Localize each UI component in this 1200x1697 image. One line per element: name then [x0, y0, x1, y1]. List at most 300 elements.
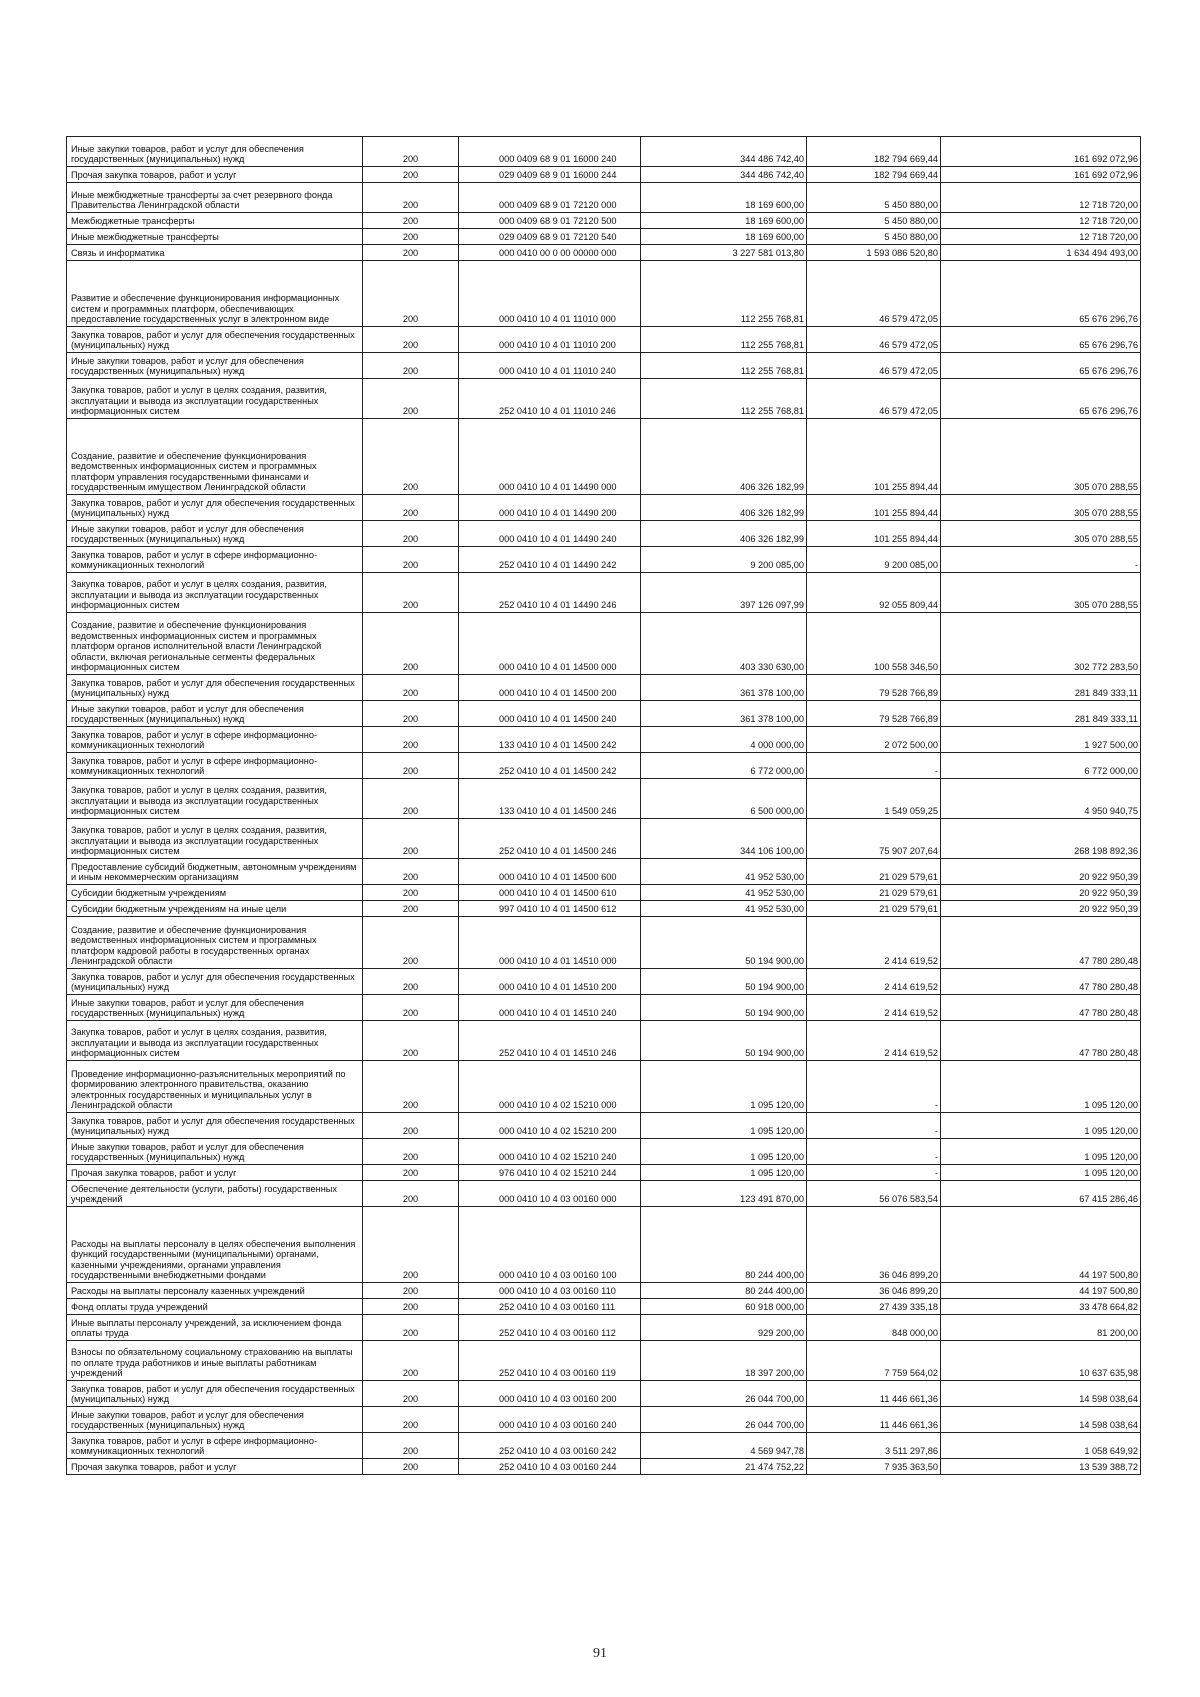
- unexecuted-amount-cell: 305 070 288,55: [941, 573, 1141, 613]
- approved-amount-cell: 41 952 530,00: [641, 901, 807, 917]
- approved-amount-cell: 406 326 182,99: [641, 521, 807, 547]
- line-code-cell: 200: [363, 1299, 459, 1315]
- budget-classification-code-cell: 000 0410 00 0 00 00000 000: [459, 245, 641, 261]
- expenditure-name-cell: Создание, развитие и обеспечение функционирования ведомственных информационных систем и программных платформ управления государственными финансами и государственным имуществом Ленинградской области: [67, 419, 363, 495]
- table-row: [67, 1061, 1141, 1113]
- executed-amount-cell: 7 935 363,50: [807, 1459, 941, 1475]
- table-row: [67, 379, 1141, 419]
- approved-amount-cell: 344 486 742,40: [641, 137, 807, 167]
- executed-amount-cell: -: [807, 1165, 941, 1181]
- line-code-cell: 200: [363, 167, 459, 183]
- unexecuted-amount-cell: 47 780 280,48: [941, 995, 1141, 1021]
- approved-amount-cell: 4 569 947,78: [641, 1433, 807, 1459]
- expenditure-name-cell: Иные закупки товаров, работ и услуг для обеспечения государственных (муниципальных) нужд: [67, 701, 363, 727]
- budget-classification-code-cell: 997 0410 10 4 01 14500 612: [459, 901, 641, 917]
- approved-amount-cell: 344 106 100,00: [641, 819, 807, 859]
- line-code-cell: 200: [363, 901, 459, 917]
- approved-amount-cell: 50 194 900,00: [641, 1021, 807, 1061]
- expenditure-name-cell: Закупка товаров, работ и услуг в сфере информационно-коммуникационных технологий: [67, 753, 363, 779]
- expenditure-name-cell: Иные закупки товаров, работ и услуг для обеспечения государственных (муниципальных) нужд: [67, 521, 363, 547]
- budget-classification-code-cell: 000 0410 10 4 01 14490 240: [459, 521, 641, 547]
- approved-amount-cell: 3 227 581 013,80: [641, 245, 807, 261]
- approved-amount-cell: 80 244 400,00: [641, 1283, 807, 1299]
- unexecuted-amount-cell: 47 780 280,48: [941, 917, 1141, 969]
- budget-classification-code-cell: 000 0410 10 4 02 15210 000: [459, 1061, 641, 1113]
- table-row: [67, 229, 1141, 245]
- executed-amount-cell: -: [807, 1113, 941, 1139]
- budget-classification-code-cell: 000 0410 10 4 01 14510 200: [459, 969, 641, 995]
- expenditure-name-cell: Закупка товаров, работ и услуг в целях создания, развития, эксплуатации и вывода из эксплуатации государственных информационных систем: [67, 573, 363, 613]
- approved-amount-cell: 41 952 530,00: [641, 885, 807, 901]
- table-row: [67, 819, 1141, 859]
- approved-amount-cell: 397 126 097,99: [641, 573, 807, 613]
- unexecuted-amount-cell: 20 922 950,39: [941, 859, 1141, 885]
- expenditure-name-cell: Иные закупки товаров, работ и услуг для обеспечения государственных (муниципальных) нужд: [67, 137, 363, 167]
- budget-classification-code-cell: 000 0409 68 9 01 72120 000: [459, 183, 641, 213]
- executed-amount-cell: -: [807, 753, 941, 779]
- line-code-cell: 200: [363, 1459, 459, 1475]
- executed-amount-cell: 21 029 579,61: [807, 901, 941, 917]
- table-row: [67, 1433, 1141, 1459]
- line-code-cell: 200: [363, 261, 459, 327]
- approved-amount-cell: 403 330 630,00: [641, 613, 807, 675]
- line-code-cell: 200: [363, 1139, 459, 1165]
- line-code-cell: 200: [363, 1113, 459, 1139]
- unexecuted-amount-cell: 6 772 000,00: [941, 753, 1141, 779]
- expenditure-name-cell: Иные закупки товаров, работ и услуг для обеспечения государственных (муниципальных) нужд: [67, 353, 363, 379]
- line-code-cell: 200: [363, 1207, 459, 1283]
- line-code-cell: 200: [363, 521, 459, 547]
- approved-amount-cell: 123 491 870,00: [641, 1181, 807, 1207]
- line-code-cell: 200: [363, 1021, 459, 1061]
- line-code-cell: 200: [363, 701, 459, 727]
- page-number: 91: [593, 1646, 607, 1661]
- executed-amount-cell: 9 200 085,00: [807, 547, 941, 573]
- expenditure-name-cell: Развитие и обеспечение функционирования информационных систем и программных платформ, обеспечивающих предоставление государственных услуг в электронном виде: [67, 261, 363, 327]
- line-code-cell: 200: [363, 675, 459, 701]
- table-row: [67, 573, 1141, 613]
- approved-amount-cell: 112 255 768,81: [641, 379, 807, 419]
- executed-amount-cell: 36 046 899,20: [807, 1283, 941, 1299]
- expenditure-name-cell: Проведение информационно-разъяснительных мероприятий по формированию электронного правительства, оказанию электронных государственных и муниципальных услуг в Ленинградской области: [67, 1061, 363, 1113]
- budget-classification-code-cell: 000 0410 10 4 03 00160 000: [459, 1181, 641, 1207]
- approved-amount-cell: 6 772 000,00: [641, 753, 807, 779]
- expenditure-name-cell: Субсидии бюджетным учреждениям на иные цели: [67, 901, 363, 917]
- unexecuted-amount-cell: 20 922 950,39: [941, 885, 1141, 901]
- table-row: [67, 495, 1141, 521]
- unexecuted-amount-cell: 65 676 296,76: [941, 379, 1141, 419]
- unexecuted-amount-cell: 1 634 494 493,00: [941, 245, 1141, 261]
- table-row: [67, 1113, 1141, 1139]
- unexecuted-amount-cell: 65 676 296,76: [941, 261, 1141, 327]
- line-code-cell: 200: [363, 885, 459, 901]
- budget-classification-code-cell: 252 0410 10 4 01 11010 246: [459, 379, 641, 419]
- expenditure-name-cell: Создание, развитие и обеспечение функционирования ведомственных информационных систем и программных платформ кадровой работы в государственных органах Ленинградской области: [67, 917, 363, 969]
- budget-classification-code-cell: 000 0410 10 4 03 00160 110: [459, 1283, 641, 1299]
- executed-amount-cell: 7 759 564,02: [807, 1341, 941, 1381]
- unexecuted-amount-cell: 305 070 288,55: [941, 419, 1141, 495]
- table-row: [67, 419, 1141, 495]
- expenditure-name-cell: Закупка товаров, работ и услуг для обеспечения государственных (муниципальных) нужд: [67, 675, 363, 701]
- budget-classification-code-cell: 000 0410 10 4 01 14500 240: [459, 701, 641, 727]
- table-row: [67, 1407, 1141, 1433]
- table-row: [67, 727, 1141, 753]
- budget-execution-sheet: [66, 136, 1140, 1475]
- unexecuted-amount-cell: 268 198 892,36: [941, 819, 1141, 859]
- line-code-cell: 200: [363, 573, 459, 613]
- budget-classification-code-cell: 000 0410 10 4 01 11010 200: [459, 327, 641, 353]
- executed-amount-cell: 56 076 583,54: [807, 1181, 941, 1207]
- budget-classification-code-cell: 252 0410 10 4 01 14490 242: [459, 547, 641, 573]
- budget-classification-code-cell: 000 0410 10 4 01 11010 240: [459, 353, 641, 379]
- budget-classification-code-cell: 252 0410 10 4 03 00160 242: [459, 1433, 641, 1459]
- unexecuted-amount-cell: 14 598 038,64: [941, 1381, 1141, 1407]
- expenditure-name-cell: Закупка товаров, работ и услуг в целях создания, развития, эксплуатации и вывода из эксплуатации государственных информационных систем: [67, 819, 363, 859]
- unexecuted-amount-cell: 12 718 720,00: [941, 213, 1141, 229]
- budget-classification-code-cell: 000 0410 10 4 03 00160 100: [459, 1207, 641, 1283]
- line-code-cell: 200: [363, 353, 459, 379]
- line-code-cell: 200: [363, 1315, 459, 1341]
- approved-amount-cell: 361 378 100,00: [641, 701, 807, 727]
- approved-amount-cell: 18 169 600,00: [641, 183, 807, 213]
- table-row: [67, 1139, 1141, 1165]
- expenditure-name-cell: Закупка товаров, работ и услуг для обеспечения государственных (муниципальных) нужд: [67, 327, 363, 353]
- executed-amount-cell: 848 000,00: [807, 1315, 941, 1341]
- table-row: [67, 1283, 1141, 1299]
- executed-amount-cell: 79 528 766,89: [807, 701, 941, 727]
- approved-amount-cell: 80 244 400,00: [641, 1207, 807, 1283]
- table-row: [67, 547, 1141, 573]
- approved-amount-cell: 41 952 530,00: [641, 859, 807, 885]
- executed-amount-cell: 92 055 809,44: [807, 573, 941, 613]
- expenditure-name-cell: Закупка товаров, работ и услуг для обеспечения государственных (муниципальных) нужд: [67, 495, 363, 521]
- executed-amount-cell: 5 450 880,00: [807, 183, 941, 213]
- expenditure-name-cell: Обеспечение деятельности (услуги, работы) государственных учреждений: [67, 1181, 363, 1207]
- budget-classification-code-cell: 000 0410 10 4 03 00160 200: [459, 1381, 641, 1407]
- unexecuted-amount-cell: 1 095 120,00: [941, 1061, 1141, 1113]
- expenditure-name-cell: Закупка товаров, работ и услуг в сфере информационно-коммуникационных технологий: [67, 727, 363, 753]
- budget-classification-code-cell: 252 0410 10 4 01 14500 246: [459, 819, 641, 859]
- executed-amount-cell: 1 593 086 520,80: [807, 245, 941, 261]
- expenditure-name-cell: Субсидии бюджетным учреждениям: [67, 885, 363, 901]
- expenditure-name-cell: Расходы на выплаты персоналу казенных учреждений: [67, 1283, 363, 1299]
- line-code-cell: 200: [363, 547, 459, 573]
- line-code-cell: 200: [363, 1165, 459, 1181]
- unexecuted-amount-cell: 1 095 120,00: [941, 1165, 1141, 1181]
- line-code-cell: 200: [363, 753, 459, 779]
- line-code-cell: 200: [363, 379, 459, 419]
- executed-amount-cell: 11 446 661,36: [807, 1381, 941, 1407]
- approved-amount-cell: 112 255 768,81: [641, 327, 807, 353]
- expenditure-name-cell: Закупка товаров, работ и услуг в целях создания, развития, эксплуатации и вывода из эксплуатации государственных информационных систем: [67, 379, 363, 419]
- table-row: [67, 885, 1141, 901]
- unexecuted-amount-cell: 13 539 388,72: [941, 1459, 1141, 1475]
- line-code-cell: 200: [363, 727, 459, 753]
- expenditure-name-cell: Прочая закупка товаров, работ и услуг: [67, 1165, 363, 1181]
- executed-amount-cell: 79 528 766,89: [807, 675, 941, 701]
- expenditure-name-cell: Закупка товаров, работ и услуг в целях создания, развития, эксплуатации и вывода из эксплуатации государственных информационных систем: [67, 779, 363, 819]
- executed-amount-cell: 21 029 579,61: [807, 859, 941, 885]
- unexecuted-amount-cell: 1 927 500,00: [941, 727, 1141, 753]
- executed-amount-cell: 11 446 661,36: [807, 1407, 941, 1433]
- line-code-cell: 200: [363, 419, 459, 495]
- unexecuted-amount-cell: 302 772 283,50: [941, 613, 1141, 675]
- budget-classification-code-cell: 000 0410 10 4 01 14500 610: [459, 885, 641, 901]
- line-code-cell: 200: [363, 917, 459, 969]
- expenditure-name-cell: Взносы по обязательному социальному страхованию на выплаты по оплате труда работников и иные выплаты работникам учреждений: [67, 1341, 363, 1381]
- executed-amount-cell: 101 255 894,44: [807, 419, 941, 495]
- table-row: [67, 1341, 1141, 1381]
- executed-amount-cell: -: [807, 1139, 941, 1165]
- budget-classification-code-cell: 000 0410 10 4 03 00160 240: [459, 1407, 641, 1433]
- expenditure-name-cell: Иные выплаты персоналу учреждений, за исключением фонда оплаты труда: [67, 1315, 363, 1341]
- line-code-cell: 200: [363, 1381, 459, 1407]
- line-code-cell: 200: [363, 229, 459, 245]
- expenditure-name-cell: Связь и информатика: [67, 245, 363, 261]
- expenditure-name-cell: Предоставление субсидий бюджетным, автономным учреждениям и иным некоммерческим организациям: [67, 859, 363, 885]
- expenditure-name-cell: Прочая закупка товаров, работ и услуг: [67, 1459, 363, 1475]
- approved-amount-cell: 26 044 700,00: [641, 1407, 807, 1433]
- unexecuted-amount-cell: 12 718 720,00: [941, 229, 1141, 245]
- table-row: [67, 675, 1141, 701]
- expenditure-name-cell: Закупка товаров, работ и услуг для обеспечения государственных (муниципальных) нужд: [67, 1381, 363, 1407]
- approved-amount-cell: 929 200,00: [641, 1315, 807, 1341]
- table-row: [67, 969, 1141, 995]
- executed-amount-cell: 46 579 472,05: [807, 327, 941, 353]
- executed-amount-cell: 101 255 894,44: [807, 521, 941, 547]
- unexecuted-amount-cell: 33 478 664,82: [941, 1299, 1141, 1315]
- budget-classification-code-cell: 252 0410 10 4 03 00160 244: [459, 1459, 641, 1475]
- table-row: [67, 901, 1141, 917]
- executed-amount-cell: 2 072 500,00: [807, 727, 941, 753]
- expenditure-name-cell: Фонд оплаты труда учреждений: [67, 1299, 363, 1315]
- approved-amount-cell: 50 194 900,00: [641, 969, 807, 995]
- table-row: [67, 137, 1141, 167]
- executed-amount-cell: 1 549 059,25: [807, 779, 941, 819]
- approved-amount-cell: 112 255 768,81: [641, 353, 807, 379]
- expenditure-name-cell: Создание, развитие и обеспечение функционирования ведомственных информационных систем и программных платформ органов исполнительной власти Ленинградской области, включая региональные сегменты федеральных информационных систем: [67, 613, 363, 675]
- table-row: [67, 1381, 1141, 1407]
- approved-amount-cell: 112 255 768,81: [641, 261, 807, 327]
- table-row: [67, 1315, 1141, 1341]
- budget-classification-code-cell: 000 0409 68 9 01 16000 240: [459, 137, 641, 167]
- line-code-cell: 200: [363, 779, 459, 819]
- unexecuted-amount-cell: 305 070 288,55: [941, 521, 1141, 547]
- line-code-cell: 200: [363, 213, 459, 229]
- table-row: [67, 521, 1141, 547]
- unexecuted-amount-cell: 20 922 950,39: [941, 901, 1141, 917]
- budget-classification-code-cell: 252 0410 10 4 03 00160 119: [459, 1341, 641, 1381]
- executed-amount-cell: 46 579 472,05: [807, 379, 941, 419]
- expenditure-name-cell: Иные закупки товаров, работ и услуг для обеспечения государственных (муниципальных) нужд: [67, 995, 363, 1021]
- budget-classification-code-cell: 976 0410 10 4 02 15210 244: [459, 1165, 641, 1181]
- executed-amount-cell: 100 558 346,50: [807, 613, 941, 675]
- line-code-cell: 200: [363, 1407, 459, 1433]
- line-code-cell: 200: [363, 613, 459, 675]
- budget-classification-code-cell: 029 0409 68 9 01 72120 540: [459, 229, 641, 245]
- executed-amount-cell: 27 439 335,18: [807, 1299, 941, 1315]
- table-row: [67, 261, 1141, 327]
- executed-amount-cell: 182 794 669,44: [807, 167, 941, 183]
- unexecuted-amount-cell: 161 692 072,96: [941, 167, 1141, 183]
- unexecuted-amount-cell: 44 197 500,80: [941, 1283, 1141, 1299]
- line-code-cell: 200: [363, 859, 459, 885]
- expenditure-name-cell: Закупка товаров, работ и услуг для обеспечения государственных (муниципальных) нужд: [67, 1113, 363, 1139]
- table-row: [67, 1165, 1141, 1181]
- unexecuted-amount-cell: 281 849 333,11: [941, 701, 1141, 727]
- unexecuted-amount-cell: 67 415 286,46: [941, 1181, 1141, 1207]
- unexecuted-amount-cell: 1 095 120,00: [941, 1139, 1141, 1165]
- table-row: [67, 213, 1141, 229]
- executed-amount-cell: 46 579 472,05: [807, 353, 941, 379]
- budget-classification-code-cell: 000 0410 10 4 01 14490 000: [459, 419, 641, 495]
- budget-classification-code-cell: 252 0410 10 4 01 14510 246: [459, 1021, 641, 1061]
- approved-amount-cell: 26 044 700,00: [641, 1381, 807, 1407]
- unexecuted-amount-cell: 1 095 120,00: [941, 1113, 1141, 1139]
- budget-classification-code-cell: 000 0410 10 4 01 11010 000: [459, 261, 641, 327]
- unexecuted-amount-cell: 14 598 038,64: [941, 1407, 1141, 1433]
- unexecuted-amount-cell: 65 676 296,76: [941, 327, 1141, 353]
- approved-amount-cell: 4 000 000,00: [641, 727, 807, 753]
- unexecuted-amount-cell: 47 780 280,48: [941, 1021, 1141, 1061]
- table-row: [67, 917, 1141, 969]
- approved-amount-cell: 9 200 085,00: [641, 547, 807, 573]
- expenditure-table: [66, 136, 1141, 1475]
- line-code-cell: 200: [363, 1283, 459, 1299]
- budget-classification-code-cell: 252 0410 10 4 01 14490 246: [459, 573, 641, 613]
- table-row: [67, 859, 1141, 885]
- approved-amount-cell: 1 095 120,00: [641, 1113, 807, 1139]
- executed-amount-cell: 101 255 894,44: [807, 495, 941, 521]
- expenditure-name-cell: Иные межбюджетные трансферты: [67, 229, 363, 245]
- unexecuted-amount-cell: 47 780 280,48: [941, 969, 1141, 995]
- expenditure-name-cell: Закупка товаров, работ и услуг в сфере информационно-коммуникационных технологий: [67, 1433, 363, 1459]
- table-row: [67, 1181, 1141, 1207]
- line-code-cell: 200: [363, 1341, 459, 1381]
- unexecuted-amount-cell: 305 070 288,55: [941, 495, 1141, 521]
- approved-amount-cell: 1 095 120,00: [641, 1165, 807, 1181]
- line-code-cell: 200: [363, 245, 459, 261]
- line-code-cell: 200: [363, 1181, 459, 1207]
- table-row: [67, 1021, 1141, 1061]
- unexecuted-amount-cell: 4 950 940,75: [941, 779, 1141, 819]
- unexecuted-amount-cell: 81 200,00: [941, 1315, 1141, 1341]
- table-row: [67, 245, 1141, 261]
- budget-classification-code-cell: 252 0410 10 4 03 00160 112: [459, 1315, 641, 1341]
- approved-amount-cell: 50 194 900,00: [641, 995, 807, 1021]
- budget-classification-code-cell: 000 0410 10 4 01 14510 000: [459, 917, 641, 969]
- expenditure-name-cell: Закупка товаров, работ и услуг для обеспечения государственных (муниципальных) нужд: [67, 969, 363, 995]
- budget-classification-code-cell: 133 0410 10 4 01 14500 246: [459, 779, 641, 819]
- executed-amount-cell: 5 450 880,00: [807, 213, 941, 229]
- line-code-cell: 200: [363, 183, 459, 213]
- expenditure-name-cell: Иные закупки товаров, работ и услуг для обеспечения государственных (муниципальных) нужд: [67, 1139, 363, 1165]
- expenditure-name-cell: Прочая закупка товаров, работ и услуг: [67, 167, 363, 183]
- table-row: [67, 753, 1141, 779]
- executed-amount-cell: 2 414 619,52: [807, 917, 941, 969]
- executed-amount-cell: 36 046 899,20: [807, 1207, 941, 1283]
- expenditure-name-cell: Закупка товаров, работ и услуг в сфере информационно-коммуникационных технологий: [67, 547, 363, 573]
- executed-amount-cell: -: [807, 1061, 941, 1113]
- unexecuted-amount-cell: 12 718 720,00: [941, 183, 1141, 213]
- budget-classification-code-cell: 000 0409 68 9 01 72120 500: [459, 213, 641, 229]
- budget-classification-code-cell: 000 0410 10 4 01 14500 000: [459, 613, 641, 675]
- line-code-cell: 200: [363, 495, 459, 521]
- budget-classification-code-cell: 252 0410 10 4 03 00160 111: [459, 1299, 641, 1315]
- approved-amount-cell: 18 169 600,00: [641, 213, 807, 229]
- executed-amount-cell: 21 029 579,61: [807, 885, 941, 901]
- budget-classification-code-cell: 000 0410 10 4 02 15210 200: [459, 1113, 641, 1139]
- expenditure-name-cell: Закупка товаров, работ и услуг в целях создания, развития, эксплуатации и вывода из эксплуатации государственных информационных систем: [67, 1021, 363, 1061]
- budget-classification-code-cell: 000 0410 10 4 02 15210 240: [459, 1139, 641, 1165]
- budget-classification-code-cell: 252 0410 10 4 01 14500 242: [459, 753, 641, 779]
- approved-amount-cell: 406 326 182,99: [641, 419, 807, 495]
- approved-amount-cell: 344 486 742,40: [641, 167, 807, 183]
- executed-amount-cell: 75 907 207,64: [807, 819, 941, 859]
- budget-classification-code-cell: 000 0410 10 4 01 14490 200: [459, 495, 641, 521]
- table-row: [67, 327, 1141, 353]
- approved-amount-cell: 6 500 000,00: [641, 779, 807, 819]
- executed-amount-cell: 2 414 619,52: [807, 1021, 941, 1061]
- line-code-cell: 200: [363, 327, 459, 353]
- executed-amount-cell: 2 414 619,52: [807, 995, 941, 1021]
- table-row: [67, 1459, 1141, 1475]
- executed-amount-cell: 182 794 669,44: [807, 137, 941, 167]
- executed-amount-cell: 3 511 297,86: [807, 1433, 941, 1459]
- approved-amount-cell: 406 326 182,99: [641, 495, 807, 521]
- table-row: [67, 613, 1141, 675]
- table-row: [67, 1299, 1141, 1315]
- unexecuted-amount-cell: 281 849 333,11: [941, 675, 1141, 701]
- budget-classification-code-cell: 029 0409 68 9 01 16000 244: [459, 167, 641, 183]
- line-code-cell: 200: [363, 1433, 459, 1459]
- executed-amount-cell: 5 450 880,00: [807, 229, 941, 245]
- unexecuted-amount-cell: 44 197 500,80: [941, 1207, 1141, 1283]
- budget-classification-code-cell: 133 0410 10 4 01 14500 242: [459, 727, 641, 753]
- executed-amount-cell: 46 579 472,05: [807, 261, 941, 327]
- line-code-cell: 200: [363, 995, 459, 1021]
- table-row: [67, 995, 1141, 1021]
- approved-amount-cell: 50 194 900,00: [641, 917, 807, 969]
- table-row: [67, 183, 1141, 213]
- line-code-cell: 200: [363, 969, 459, 995]
- approved-amount-cell: 361 378 100,00: [641, 675, 807, 701]
- budget-classification-code-cell: 000 0410 10 4 01 14500 200: [459, 675, 641, 701]
- executed-amount-cell: 2 414 619,52: [807, 969, 941, 995]
- unexecuted-amount-cell: 161 692 072,96: [941, 137, 1141, 167]
- approved-amount-cell: 18 397 200,00: [641, 1341, 807, 1381]
- table-row: [67, 1207, 1141, 1283]
- approved-amount-cell: 21 474 752,22: [641, 1459, 807, 1475]
- table-row: [67, 167, 1141, 183]
- unexecuted-amount-cell: 65 676 296,76: [941, 353, 1141, 379]
- table-row: [67, 353, 1141, 379]
- approved-amount-cell: 1 095 120,00: [641, 1061, 807, 1113]
- line-code-cell: 200: [363, 819, 459, 859]
- line-code-cell: 200: [363, 1061, 459, 1113]
- expenditure-name-cell: Иные закупки товаров, работ и услуг для обеспечения государственных (муниципальных) нужд: [67, 1407, 363, 1433]
- unexecuted-amount-cell: 1 058 649,92: [941, 1433, 1141, 1459]
- table-row: [67, 779, 1141, 819]
- table-row: [67, 701, 1141, 727]
- expenditure-name-cell: Иные межбюджетные трансферты за счет резервного фонда Правительства Ленинградской области: [67, 183, 363, 213]
- expenditure-name-cell: Межбюджетные трансферты: [67, 213, 363, 229]
- unexecuted-amount-cell: 10 637 635,98: [941, 1341, 1141, 1381]
- approved-amount-cell: 60 918 000,00: [641, 1299, 807, 1315]
- unexecuted-amount-cell: -: [941, 547, 1141, 573]
- budget-classification-code-cell: 000 0410 10 4 01 14500 600: [459, 859, 641, 885]
- approved-amount-cell: 18 169 600,00: [641, 229, 807, 245]
